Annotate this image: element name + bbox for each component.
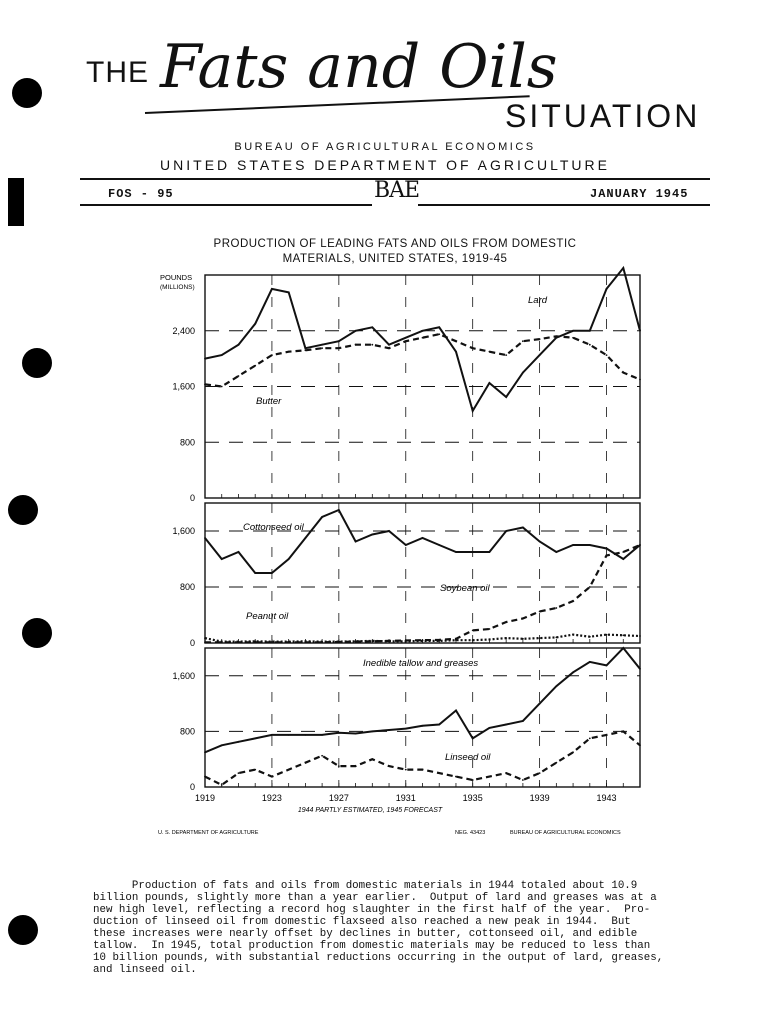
summary-paragraph — [93, 880, 723, 976]
data-point — [238, 772, 240, 774]
data-point — [238, 551, 240, 553]
data-point — [422, 330, 424, 332]
data-point — [589, 737, 591, 739]
data-point — [438, 544, 440, 546]
data-point — [572, 600, 574, 602]
data-point — [288, 641, 290, 643]
data-point — [622, 558, 624, 560]
data-point — [371, 640, 373, 642]
data-point — [455, 776, 457, 778]
data-point — [505, 621, 507, 623]
data-point — [405, 340, 407, 342]
data-point — [522, 638, 524, 640]
data-point — [438, 772, 440, 774]
data-point — [639, 635, 641, 637]
data-point — [288, 351, 290, 353]
data-point — [489, 727, 491, 729]
data-point — [455, 351, 457, 353]
y-tick-label: 800 — [179, 726, 195, 737]
data-point — [321, 516, 323, 518]
data-point — [388, 729, 390, 731]
data-point — [321, 347, 323, 349]
data-point — [539, 637, 541, 639]
data-point — [606, 288, 608, 290]
series-line-soybean-oil — [205, 545, 640, 642]
data-point — [355, 344, 357, 346]
data-point — [338, 340, 340, 342]
credit-left: U. S. DEPARTMENT OF AGRICULTURE — [158, 830, 259, 836]
data-point — [204, 358, 206, 360]
series-line-linseed-oil — [205, 731, 640, 785]
data-point — [622, 634, 624, 636]
data-point — [572, 337, 574, 339]
data-point — [489, 628, 491, 630]
data-point — [388, 344, 390, 346]
data-point — [622, 647, 624, 649]
data-point — [455, 639, 457, 641]
data-point — [388, 765, 390, 767]
data-point — [355, 541, 357, 543]
data-point — [505, 354, 507, 356]
data-point — [238, 741, 240, 743]
data-point — [539, 338, 541, 340]
data-point — [606, 548, 608, 550]
data-point — [522, 340, 524, 342]
masthead-script-title: Fats and Oils — [160, 32, 558, 102]
data-point — [539, 541, 541, 543]
issue-number: FOS - 95 — [108, 187, 174, 201]
data-point — [321, 734, 323, 736]
data-point — [555, 335, 557, 337]
data-point — [572, 634, 574, 636]
data-point — [539, 611, 541, 613]
summary-line: Production of fats and oils from domestic materials in 1944 totaled about 10.9 — [93, 880, 638, 892]
data-point — [388, 530, 390, 532]
data-point — [522, 527, 524, 529]
data-point — [622, 267, 624, 269]
chart-title-line2: MATERIALS, UNITED STATES, 1919-45 — [282, 253, 508, 265]
data-point — [606, 555, 608, 557]
issue-date: JANUARY 1945 — [590, 187, 689, 201]
y-tick-label: 800 — [179, 582, 195, 592]
data-point — [422, 769, 424, 771]
data-point — [572, 671, 574, 673]
chart-footnote: 1944 PARTLY ESTIMATED, 1945 FORECAST — [297, 807, 443, 814]
data-point — [489, 551, 491, 553]
series-label: Peanut oil — [246, 611, 289, 622]
data-point — [204, 751, 206, 753]
data-point — [405, 544, 407, 546]
data-point — [505, 396, 507, 398]
data-point — [271, 288, 273, 290]
data-point — [422, 725, 424, 727]
masthead-the: THE — [86, 56, 149, 89]
x-tick-label: 1935 — [462, 793, 483, 803]
series-label: Cottonseed oil — [243, 522, 304, 533]
data-point — [639, 544, 641, 546]
data-point — [589, 661, 591, 663]
data-point — [338, 732, 340, 734]
data-point — [472, 630, 474, 632]
data-point — [572, 544, 574, 546]
series-label: Inedible tallow and greases — [363, 658, 479, 669]
data-point — [489, 351, 491, 353]
data-point — [271, 776, 273, 778]
data-point — [204, 637, 206, 639]
data-point — [539, 703, 541, 705]
x-tick-label: 1939 — [529, 793, 550, 803]
data-point — [271, 354, 273, 356]
data-point — [639, 379, 641, 381]
data-point — [371, 344, 373, 346]
data-point — [254, 323, 256, 325]
data-point — [522, 372, 524, 374]
data-point — [472, 551, 474, 553]
data-point — [254, 640, 256, 642]
data-point — [221, 784, 223, 786]
data-point — [254, 365, 256, 367]
data-point — [371, 758, 373, 760]
data-point — [572, 330, 574, 332]
punch-hole-5 — [8, 915, 38, 945]
data-point — [304, 734, 306, 736]
series-line-butter — [205, 334, 640, 386]
data-point — [405, 640, 407, 642]
summary-line: these increases were nearly offset by declines in butter, cottonseed oil, and edible — [93, 928, 638, 940]
data-point — [388, 640, 390, 642]
chart-panel-1 — [172, 267, 640, 503]
data-point — [572, 751, 574, 753]
ylabel-pounds: POUNDS — [160, 273, 193, 282]
data-point — [489, 382, 491, 384]
data-point — [238, 375, 240, 377]
series-label: Butter — [256, 396, 282, 407]
summary-line: duction of linseed oil from domestic flaxseed also reached a new peak in 1944. But — [93, 916, 631, 928]
y-tick-label: 1,600 — [172, 526, 195, 536]
data-point — [522, 779, 524, 781]
summary-line: tallow. In 1945, total production from domestic materials may be reduced to less than — [93, 940, 651, 952]
data-point — [204, 384, 206, 386]
data-point — [539, 772, 541, 774]
data-point — [438, 724, 440, 726]
data-point — [355, 733, 357, 735]
data-point — [371, 326, 373, 328]
data-point — [254, 769, 256, 771]
data-point — [405, 728, 407, 730]
data-point — [639, 744, 641, 746]
data-point — [606, 664, 608, 666]
y-tick-label: 0 — [189, 638, 195, 648]
data-point — [271, 572, 273, 574]
data-point — [489, 776, 491, 778]
y-tick-label: 1,600 — [172, 381, 195, 392]
y-tick-label: 800 — [179, 437, 195, 448]
data-point — [221, 558, 223, 560]
data-point — [221, 641, 223, 643]
data-point — [355, 765, 357, 767]
data-point — [221, 744, 223, 746]
series-label: Lard — [528, 295, 548, 306]
data-point — [472, 410, 474, 412]
data-point — [271, 734, 273, 736]
data-point — [606, 734, 608, 736]
data-point — [422, 537, 424, 539]
data-point — [589, 636, 591, 638]
data-point — [288, 292, 290, 294]
data-point — [304, 762, 306, 764]
data-point — [505, 637, 507, 639]
chart-title-line1: PRODUCTION OF LEADING FATS AND OILS FROM DOMESTIC — [213, 238, 577, 250]
data-point — [288, 558, 290, 560]
credit-right: BUREAU OF AGRICULTURAL ECONOMICS — [510, 830, 621, 836]
data-point — [254, 572, 256, 574]
data-point — [589, 586, 591, 588]
data-point — [555, 637, 557, 639]
data-point — [288, 769, 290, 771]
data-point — [472, 347, 474, 349]
summary-line: new high level, reflecting a record hog slaughter in the first half of the year. Pro- — [93, 904, 651, 916]
data-point — [555, 607, 557, 609]
data-point — [589, 344, 591, 346]
data-point — [606, 634, 608, 636]
data-point — [622, 731, 624, 733]
data-point — [455, 340, 457, 342]
bae-logo: BAE — [374, 178, 420, 203]
data-point — [472, 779, 474, 781]
department-name: UNITED STATES DEPARTMENT OF AGRICULTURE — [160, 157, 610, 173]
data-point — [438, 326, 440, 328]
data-point — [304, 347, 306, 349]
data-point — [639, 668, 641, 670]
ylabel-millions: (MILLIONS) — [160, 284, 195, 291]
summary-line: billion pounds, slightly more than a year earlier. Output of lard and greases was at a — [93, 892, 657, 904]
summary-line: 10 billion pounds, with substantial reductions occurring in the output of lard, greases, — [93, 952, 664, 964]
data-point — [555, 685, 557, 687]
data-point — [489, 639, 491, 641]
y-tick-label: 0 — [189, 782, 195, 792]
data-point — [355, 640, 357, 642]
data-point — [321, 641, 323, 643]
data-point — [204, 537, 206, 539]
masthead-situation: SITUATION — [505, 98, 701, 134]
data-point — [438, 333, 440, 335]
data-point — [639, 330, 641, 332]
data-point — [422, 337, 424, 339]
data-point — [606, 354, 608, 356]
data-point — [405, 769, 407, 771]
bureau-name: BUREAU OF AGRICULTURAL ECONOMICS — [234, 141, 536, 153]
data-point — [338, 509, 340, 511]
data-point — [321, 344, 323, 346]
x-tick-label: 1931 — [395, 793, 416, 803]
x-tick-label: 1943 — [596, 793, 617, 803]
y-tick-label: 1,600 — [172, 670, 195, 681]
data-point — [304, 537, 306, 539]
x-tick-label: 1923 — [261, 793, 282, 803]
series-line-cottonseed-oil — [205, 510, 640, 573]
data-point — [505, 724, 507, 726]
summary-line: and linseed oil. — [93, 964, 197, 976]
y-tick-label: 0 — [189, 493, 195, 503]
data-point — [238, 344, 240, 346]
data-point — [304, 349, 306, 351]
data-point — [371, 534, 373, 536]
data-point — [388, 347, 390, 349]
data-point — [238, 641, 240, 643]
data-point — [455, 551, 457, 553]
data-point — [589, 330, 591, 332]
data-point — [622, 551, 624, 553]
data-point — [338, 641, 340, 643]
data-point — [555, 551, 557, 553]
data-point — [221, 354, 223, 356]
data-point — [338, 347, 340, 349]
data-point — [204, 641, 206, 643]
data-point — [271, 641, 273, 643]
x-tick-label: 1919 — [194, 793, 216, 803]
data-point — [455, 710, 457, 712]
x-tick-label: 1927 — [328, 793, 349, 803]
data-point — [505, 772, 507, 774]
series-label: Soybean oil — [440, 583, 490, 594]
data-point — [321, 755, 323, 757]
data-point — [522, 720, 524, 722]
data-point — [338, 765, 340, 767]
data-point — [539, 354, 541, 356]
data-point — [221, 386, 223, 388]
data-point — [422, 640, 424, 642]
data-point — [622, 372, 624, 374]
data-point — [589, 544, 591, 546]
series-label: Linseed oil — [445, 752, 491, 763]
data-point — [522, 618, 524, 620]
data-point — [304, 640, 306, 642]
data-point — [254, 737, 256, 739]
data-point — [555, 762, 557, 764]
data-point — [371, 731, 373, 733]
data-point — [355, 330, 357, 332]
data-point — [472, 639, 474, 641]
credit-neg: NEG. 43423 — [455, 830, 486, 836]
data-point — [204, 776, 206, 778]
data-point — [405, 337, 407, 339]
data-point — [472, 737, 474, 739]
y-tick-label: 2,400 — [172, 325, 195, 336]
data-point — [288, 734, 290, 736]
data-point — [505, 530, 507, 532]
data-point — [438, 640, 440, 642]
